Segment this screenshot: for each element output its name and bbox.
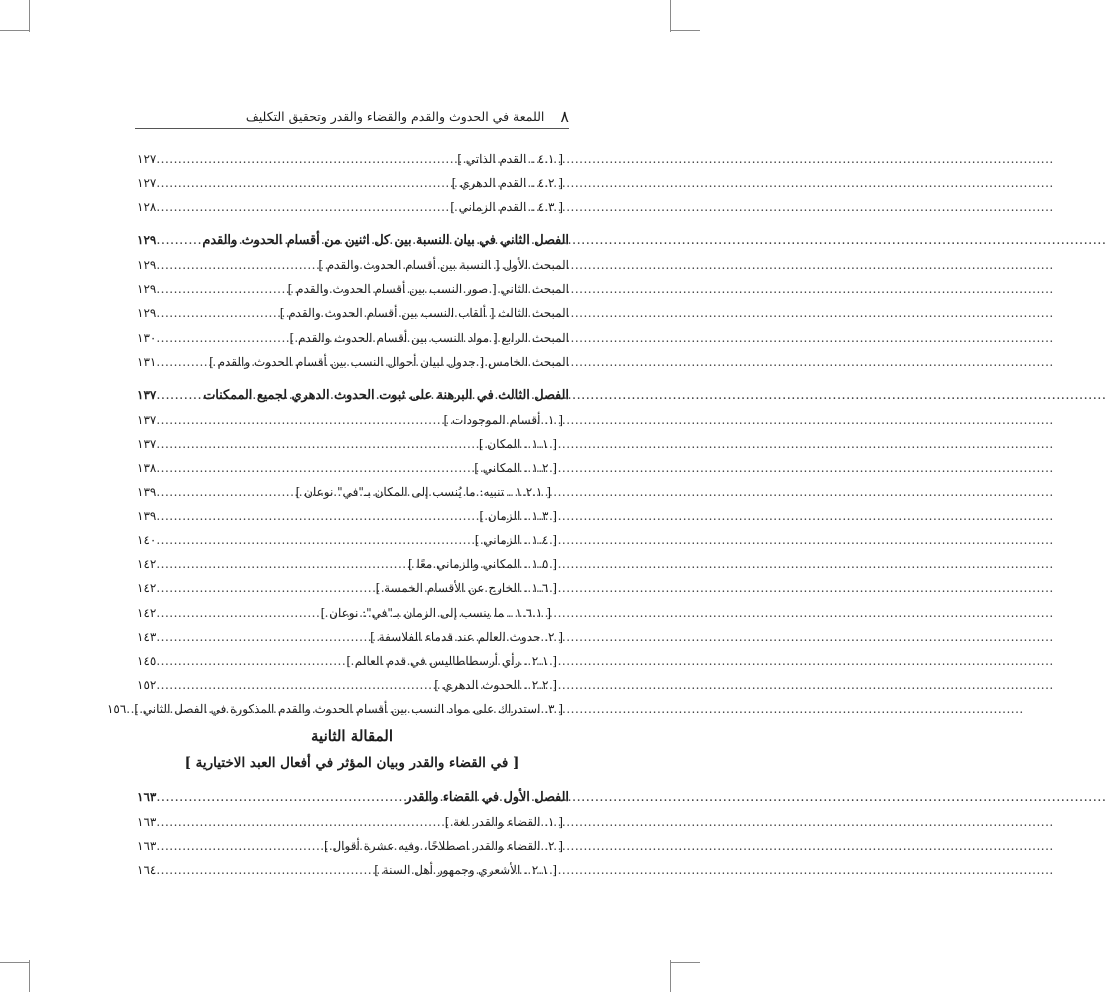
toc-entry-title: [ ١.٣ . الزمان ] <box>479 509 557 524</box>
toc-entry-title: [ ٢. حدوث العالم عند قدماء الفلاسفة ] <box>370 629 563 644</box>
toc-entry-title: [ ١.٤ . الزماني ] <box>474 533 557 548</box>
toc-leader-dots <box>156 810 444 834</box>
toc-page-number: ١٤٣ <box>137 629 157 644</box>
crop-mark <box>29 960 30 992</box>
toc-page-number: ١٦٤ <box>137 863 157 878</box>
crop-mark <box>670 960 671 992</box>
toc-entry <box>135 858 569 882</box>
toc-entry-title: [ ١.٦ . الخارج عن الأقسام الخمسة ] <box>375 581 557 596</box>
toc-leader-dots <box>156 195 450 219</box>
toc-page-number: ١٦٣ <box>137 839 157 854</box>
toc-entry-title: المبحث الخامس [ جدول لبيان أحوال النسب بين أقسام الحدوث والقدم ] <box>209 354 569 369</box>
toc-page-number: ١٣٧ <box>137 387 157 402</box>
toc-page-number: ١٣٩ <box>137 485 157 500</box>
toc-leader-dots <box>156 649 346 673</box>
crop-mark <box>29 0 30 32</box>
toc-entry <box>135 432 569 456</box>
toc-page-number: ١٦٣ <box>137 815 157 829</box>
toc-entry-title: [ ٢.١ . رأي أرسطاطاليس في قدم العالم ] <box>346 653 557 668</box>
toc-entry <box>135 601 569 625</box>
toc-leader-dots <box>156 383 203 409</box>
toc-page-number: ١٣١ <box>137 354 157 369</box>
toc-leader-dots <box>156 673 434 697</box>
toc-leader-dots <box>156 552 408 576</box>
part-subtitle: [ في القضاء والقدر وبيان المؤثر في أفعال العبد الاختيارية ] <box>184 755 520 771</box>
toc-page-number: ١٢٩ <box>137 282 157 297</box>
part-heading <box>135 722 569 776</box>
toc-leader-dots <box>156 277 287 301</box>
toc-leader-dots <box>156 601 320 625</box>
toc-entry <box>135 350 569 374</box>
page-number: ٨ <box>560 106 569 126</box>
toc-entry <box>135 673 569 697</box>
toc-entry <box>135 810 569 834</box>
toc-entry-title: المبحث الأول [ النسبة بين أقسام الحدوث والقدم ] <box>318 258 569 273</box>
table-of-contents <box>106 147 569 721</box>
crop-mark <box>670 0 671 32</box>
toc-entry-title: [ ١.٥ . المكاني والزماني معًا ] <box>407 557 557 572</box>
toc-entry-title: المبحث الثاني [ صور النسب بين أقسام الحدوث والقدم ] <box>287 282 569 297</box>
toc-leader-dots <box>156 301 279 325</box>
toc-entry-title: [ ١. أقسام الموجودات ] <box>443 412 563 427</box>
toc-entry <box>135 649 569 673</box>
toc-entry <box>135 576 569 600</box>
toc-entry <box>135 253 569 277</box>
toc-entry <box>135 552 569 576</box>
toc-page-number: ١٢٩ <box>137 233 157 248</box>
table-of-contents-part-two <box>135 784 569 882</box>
toc-entry-title: [ ١.٢ . المكاني ] <box>474 460 557 475</box>
toc-page-number: ١٤٥ <box>137 653 157 668</box>
toc-page-number: ١٤٢ <box>137 581 157 596</box>
toc-entry <box>135 456 569 480</box>
toc-leader-dots <box>156 326 289 350</box>
toc-page-number: ١٤٢ <box>137 605 157 620</box>
toc-leader-dots <box>156 432 478 456</box>
toc-entry <box>135 326 569 350</box>
toc-page-number: ١٢٧ <box>137 152 157 166</box>
toc-page-number: ١٣٨ <box>137 460 157 475</box>
toc-entry <box>135 301 569 325</box>
toc-entry-title: [ ١.٦.١ . ما ينسب إلى الزمان بـ"في": نوعان ] <box>320 605 551 620</box>
toc-entry-title: المبحث الثالث [ ألقاب النسب بين أقسام الحدوث والقدم ] <box>279 306 569 321</box>
toc-entry-title: [ ٤.٢ . القدم الدهري ] <box>451 176 563 191</box>
toc-page-number: ١٤٢ <box>137 557 157 572</box>
toc-page-number: ١٣٠ <box>137 330 157 345</box>
toc-page-number: ١٤٠ <box>137 533 157 548</box>
toc-entry-title: [ ٢.٢ . الحدوث الدهري ] <box>434 677 557 692</box>
toc-leader-dots <box>126 697 134 721</box>
toc-leader-dots <box>156 228 202 254</box>
toc-entry-title: الفصل الثالث في البرهنة على ثبوت الحدوث الدهري لجميع الممكنات <box>203 387 569 403</box>
toc-leader-dots <box>156 253 318 277</box>
toc-page-number: ١٣٩ <box>137 509 157 524</box>
toc-page-number: ١٦٣ <box>137 790 157 804</box>
toc-page-number: ١٣٧ <box>137 436 157 451</box>
toc-leader-dots <box>156 528 474 552</box>
toc-leader-dots <box>156 350 209 374</box>
toc-entry <box>135 834 569 858</box>
toc-leader-dots <box>156 625 370 649</box>
toc-page-number: ١٢٧ <box>137 176 157 191</box>
toc-entry-title: الفصل الأول في القضاء والقدر <box>405 790 569 805</box>
toc-entry-title: [ ٢. القضاء والقدر اصطلاحًا، وفيه عشرة أقوال ] <box>323 839 563 854</box>
toc-entry-title: [ ٤.١ . القدم الذاتي ] <box>457 152 563 166</box>
part-title: المقالة الثانية <box>311 727 393 745</box>
toc-chapter <box>135 784 569 810</box>
running-title: اللمعة في الحدوث والقدم والقضاء والقدر وتحقيق التكليف <box>245 108 545 124</box>
toc-entry-title: [ ٣. استدراك على مواد النسب بين أقسام الحدوث والقدم المذكورة في الفصل الثاني ] <box>134 701 563 716</box>
toc-entry-title: المبحث الرابع [ مواد النسب بين أقسام الحدوث والقدم ] <box>289 330 569 345</box>
toc-entry <box>135 480 569 504</box>
crop-mark <box>670 962 700 963</box>
crop-mark <box>0 30 30 31</box>
toc-page-number: ١٢٩ <box>137 258 157 273</box>
toc-entry-title: [ ١. القضاء والقدر لغة ] <box>444 815 563 829</box>
toc-entry <box>135 528 569 552</box>
page-header <box>135 104 569 129</box>
toc-leader-dots <box>156 480 295 504</box>
toc-entry <box>135 277 569 301</box>
toc-entry <box>106 697 569 721</box>
toc-entry <box>135 195 569 219</box>
toc-leader-dots <box>156 456 474 480</box>
toc-leader-dots <box>156 785 405 811</box>
toc-entry <box>135 504 569 528</box>
toc-leader-dots <box>156 834 324 858</box>
toc-leader-dots <box>156 576 375 600</box>
toc-page-number: ١٢٨ <box>137 200 157 215</box>
crop-mark <box>0 962 30 963</box>
toc-entry <box>135 625 569 649</box>
toc-entry-title: [ ٢.١ . الأشعري وجمهور أهل السنة ] <box>374 863 557 878</box>
toc-leader-dots <box>156 408 443 432</box>
toc-entry <box>135 408 569 432</box>
toc-leader-dots <box>156 858 374 882</box>
toc-leader-dots <box>156 504 479 528</box>
toc-page-number: ١٣٧ <box>137 412 157 427</box>
toc-page-number: ١٥٦ <box>106 701 127 716</box>
toc-entry-title: [ ٤.٣ . القدم الزماني ] <box>450 200 563 215</box>
toc-leader-dots <box>156 171 451 195</box>
toc-chapter <box>135 227 569 253</box>
toc-entry <box>135 147 569 171</box>
toc-leader-dots <box>156 147 457 171</box>
toc-entry-title: [ ١.١ . المكان ] <box>478 436 557 451</box>
toc-entry-title: الفصل الثاني في بيان النسبة بين كل اثنين من أقسام الحدوث والقدم <box>202 233 569 249</box>
toc-page-number: ١٢٩ <box>137 306 157 321</box>
toc-page-number: ١٥٢ <box>137 677 157 692</box>
toc-chapter <box>135 382 569 408</box>
toc-entry-title: [ ١.٢.١ . تنبيه: ما يُنسب إلى المكان بـ"في" نوعان ] <box>295 485 551 500</box>
toc-entry <box>135 171 569 195</box>
crop-mark <box>670 30 700 31</box>
